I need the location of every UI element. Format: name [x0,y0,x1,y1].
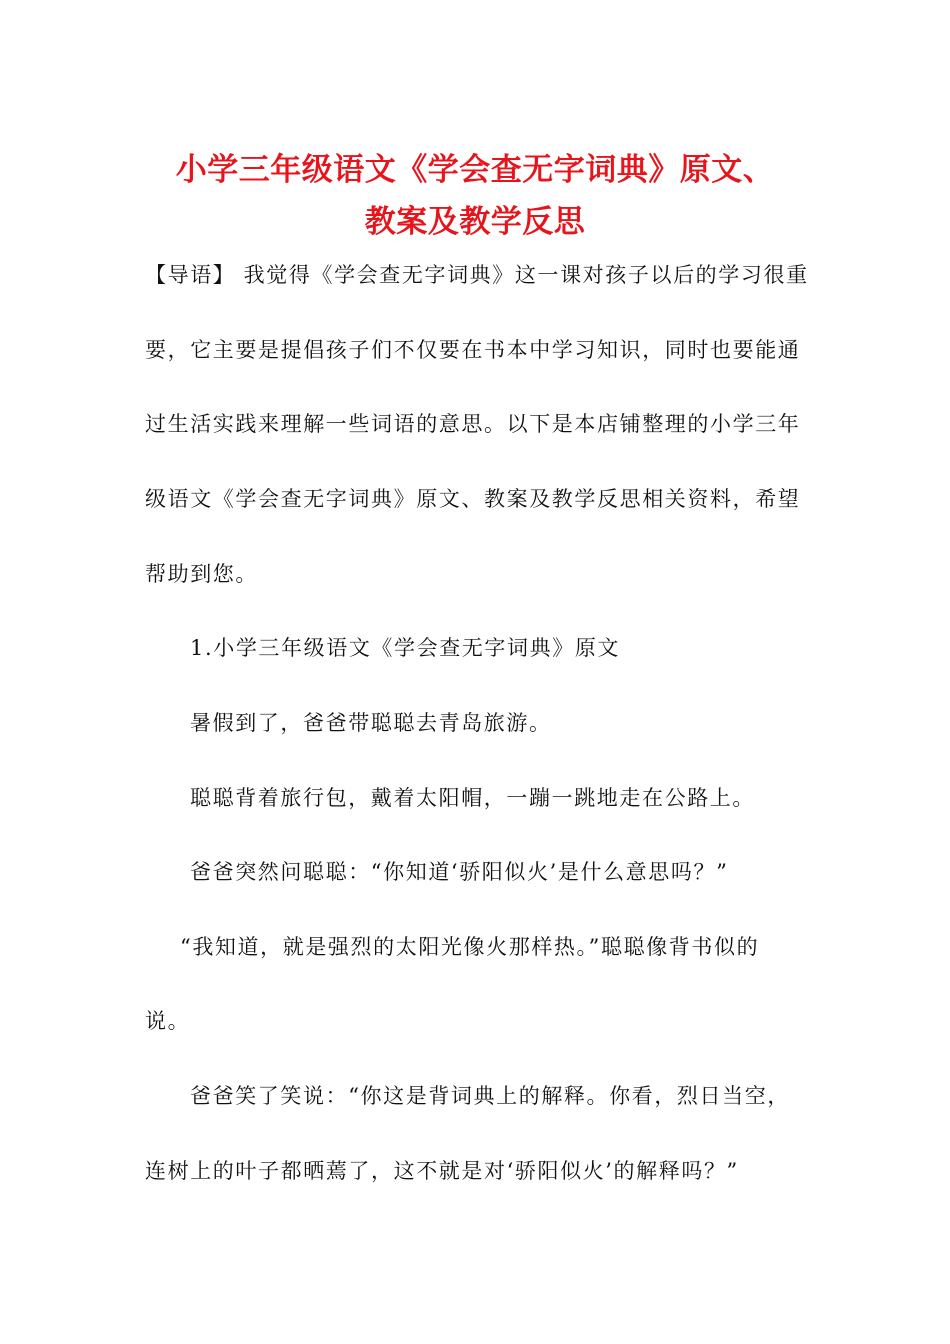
intro-line: 过生活实践来理解一些词语的意思。以下是本店铺整理的小学三年 [145,412,801,436]
section-heading: 1.小学三年级语文《学会查无字词典》原文 [190,636,621,660]
paragraph-line: “我知道，就是强烈的太阳光像火那样热。”聪聪像背书似的 [180,935,760,959]
document-title-line-2: 教案及教学反思 [364,204,586,240]
intro-line: 级语文《学会查无字词典》原文、教案及教学反思相关资料，希望 [145,487,801,511]
paragraph-line: 暑假到了，爸爸带聪聪去青岛旅游。 [190,711,552,735]
intro-line: 帮助到您。 [145,562,258,586]
intro-line: 要，它主要是提倡孩子们不仅要在书本中学习知识，同时也要能通 [145,338,801,362]
document-title-line-1: 小学三年级语文《学会查无字词典》原文、 [175,152,775,188]
paragraph-line: 聪聪背着旅行包，戴着太阳帽，一蹦一跳地走在公路上。 [190,786,755,810]
intro-line: 【导语】 我觉得《学会查无字词典》这一课对孩子以后的学习很重 [145,263,809,287]
paragraph-line: 说。 [145,1009,191,1033]
paragraph-line: 爸爸笑了笑说：“你这是背词典上的解释。你看，烈日当空， [190,1084,790,1108]
paragraph-line: 爸爸突然问聪聪：“你知道‘骄阳似火’是什么意思吗？” [190,860,729,884]
paragraph-line: 连树上的叶子都晒蔫了，这不就是对‘骄阳似火’的解释吗？” [145,1159,739,1183]
